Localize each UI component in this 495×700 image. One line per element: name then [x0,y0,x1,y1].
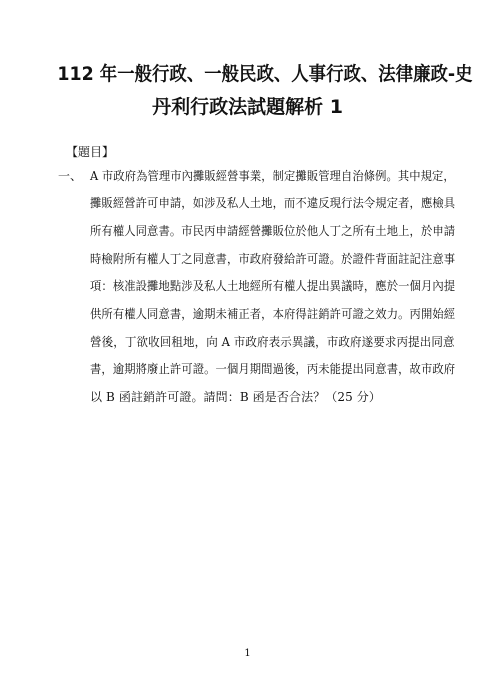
question-marker: 一、 [58,169,83,183]
question-line-1: A 市政府為管理市內攤販經營事業，制定攤販管理自治條例。其中規定， [90,169,455,183]
section-label: 【題目】 [66,145,115,159]
question-line-8: 書，逾期將廢止許可證。一個月期間過後，丙未能提出同意書，故市政府 [90,362,456,376]
document-title-line-2: 丹利行政法試題解析 1 [152,96,343,118]
question-line-9: 以 B 函註銷許可證。請問：B 函是否合法？（25 分） [90,390,381,404]
question-line-5: 項：核准設攤地點涉及私人土地經所有權人提出異議時，應於一個月內提 [90,279,456,293]
question-line-6: 供所有權人同意書，逾期未補正者，本府得註銷許可證之效力。丙開始經 [90,307,456,321]
question-line-2: 攤販經營許可申請，如涉及私人土地，而不違反現行法令規定者，應檢具 [90,196,456,210]
page-number: 1 [244,648,251,659]
question-line-4: 時檢附所有權人丁之同意書，市政府發給許可證。於證件背面註記注意事 [90,252,456,266]
document-title-line-1: 112 年一般行政、一般民政、人事行政、法律廉政-史 [57,63,473,85]
question-line-7: 營後，丁欲收回租地，向 A 市政府表示異議，市政府遂要求丙提出同意 [90,335,455,349]
question-line-3: 所有權人同意書。市民丙申請經營攤販位於他人丁之所有土地上，於申請 [90,224,456,238]
